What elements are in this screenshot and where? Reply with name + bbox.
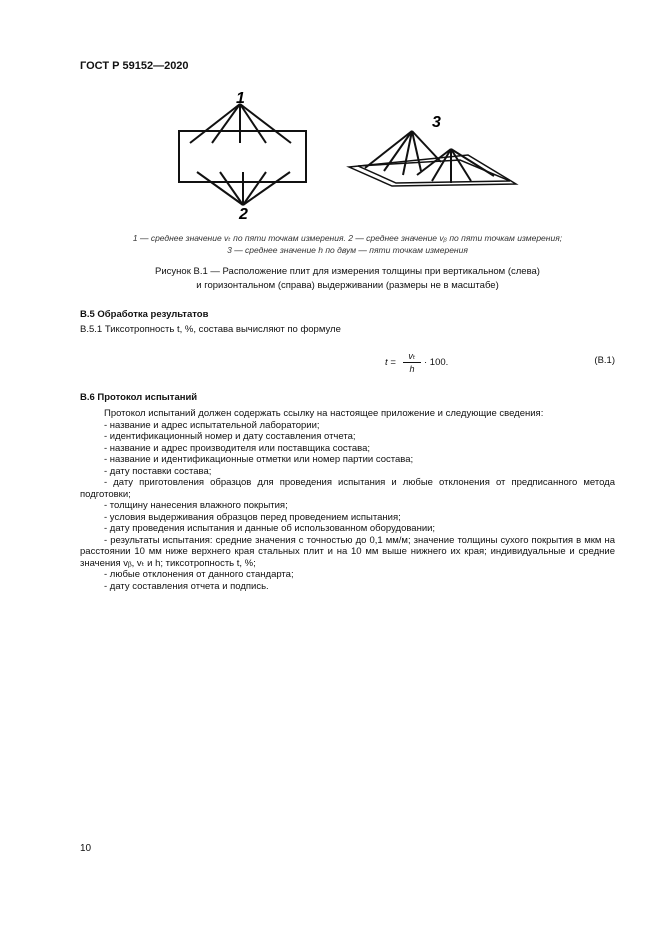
heading-b5: В.5 Обработка результатов [80, 309, 209, 320]
protocol-list [80, 408, 615, 592]
para-b51: В.5.1 Тиксотропность t, %, состава вычисляют по формуле [80, 324, 341, 335]
label-3: 3 [432, 114, 441, 131]
list-item: - название и идентификационные отметки или номер партии состава; [104, 454, 414, 465]
list-item: - любые отклонения от данного стандарта; [104, 569, 294, 580]
formula-number: (В.1) [594, 355, 615, 366]
list-item: - дату поставки состава; [104, 465, 212, 477]
formula-denominator: h [403, 362, 421, 375]
figure-title-line-1: Рисунок В.1 — Расположение плит для измерения толщины при вертикальном (слева) [155, 266, 540, 277]
formula-fraction [403, 350, 421, 375]
label-1: 1 [236, 90, 245, 107]
page-number: 10 [80, 843, 92, 854]
list-item: - дату приготовления образцов для проведения испытания и любые отклонения от предписанного метода подготовки; [80, 477, 615, 500]
list-item: - условия выдерживания образцов перед проведением испытания; [104, 511, 401, 523]
formula-numerator: vₜ [408, 351, 416, 361]
figure-title-line-2: и горизонтальном (справа) выдерживании (размеры не в масштабе) [196, 280, 499, 291]
list-item: - название и адрес производителя или поставщика состава; [104, 442, 371, 454]
formula-rhs: · 100. [424, 357, 449, 368]
figure-legend-line-2: 3 — среднее значение h по двум — пяти точкам измерения [227, 245, 468, 255]
list-item: - дату составления отчета и подпись. [104, 580, 269, 592]
horizontal-measure-lines-left [365, 131, 441, 175]
top-measure-lines [190, 104, 291, 143]
list-item: - толщину нанесения влажного покрытия; [104, 500, 288, 511]
list-item: - идентификационный номер и дату составления отчета; [104, 431, 356, 442]
list-item: - дату проведения испытания и данные об использованном оборудовании; [104, 523, 436, 534]
formula-lhs: t = [385, 357, 396, 368]
label-2: 2 [239, 206, 248, 223]
horizontal-measure-lines-right [417, 149, 494, 183]
list-item: - результаты испытания: средние значения с точностью до 0,1 мм/м; значение толщины сухого покрытия в мкм на расстоянии 10 мм ниже верхнего края стальных плит и на 10 мм выше нижнего их края; индивидуальные и средние значения vᵦ, vₜ и h; тиксотропность t, %; [80, 534, 615, 569]
formula-b1 [80, 348, 615, 380]
figure-legend-line-1: 1 — среднее значение vₜ по пяти точкам измерения. 2 — среднее значение vᵦ по пяти точкам измерения; [132, 233, 563, 243]
figure-b1 [0, 0, 661, 230]
list-item: - название и адрес испытательной лаборатории; [104, 419, 320, 431]
bottom-measure-lines [197, 172, 290, 205]
heading-b6: В.6 Протокол испытаний [80, 392, 198, 403]
protocol-intro: Протокол испытаний должен содержать ссылку на настоящее приложение и следующие сведения: [104, 408, 544, 419]
standard-header: ГОСТ Р 59152—2020 [80, 60, 189, 72]
